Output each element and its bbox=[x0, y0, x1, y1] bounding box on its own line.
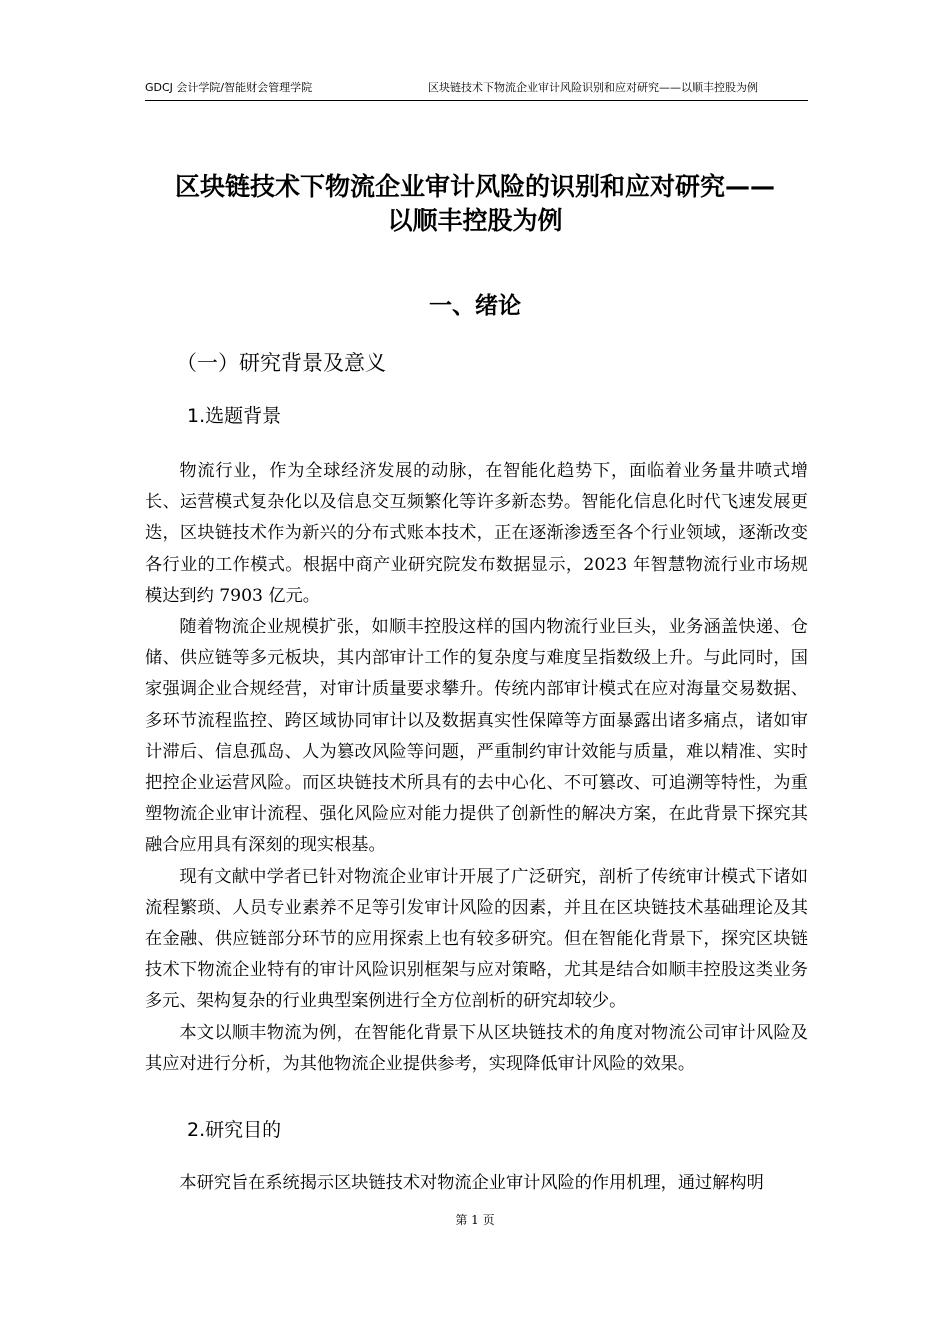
paragraph-4: 本文以顺丰物流为例，在智能化背景下从区块链技术的角度对物流公司审计风险及其应对进行分析，为其他物流企业提供参考，实现降低审计风险的效果。 bbox=[145, 1022, 808, 1074]
paper-title bbox=[100, 170, 850, 238]
paragraph-3: 现有文献中学者已针对物流企业审计开展了广泛研究，剖析了传统审计模式下诸如流程繁琐、人员专业素养不足等引发审计风险的因素，并且在区块链技术基础理论及其在金融、供应链部分环节的应用探索上也有较多研究。但在智能化背景下，探究区块链技术下物流企业特有的审计风险识别框架与应对策略，尤其是结合如顺丰控股这类业务多元、架构复杂的行业典型案例进行全方位剖析的研究却较少。 bbox=[145, 866, 808, 1012]
section-heading: （一）研究背景及意义 bbox=[176, 351, 386, 375]
subsection-heading-2: 2.研究目的 bbox=[187, 1119, 282, 1141]
paragraph-1: 物流行业，作为全球经济发展的动脉，在智能化趋势下，面临着业务量井喷式增长、运营模式复杂化以及信息交互频繁化等许多新态势。智能化信息化时代飞速发展更迭，区块链技术作为新兴的分布式账本技术，正在逐渐渗透至各个行业领域，逐渐改变各行业的工作模式。根据中商产业研究院发布数据显示，2023 年智慧物流行业市场规模达到约 7903 亿元。 bbox=[145, 461, 808, 606]
header-left-text: GDCJ 会计学院/智能财会管理学院 bbox=[145, 81, 313, 94]
subsection-heading-1: 1.选题背景 bbox=[187, 405, 282, 427]
title-line-1: 区块链技术下物流企业审计风险的识别和应对研究—— bbox=[174, 172, 775, 201]
chapter-heading: 一、绪论 bbox=[429, 293, 521, 319]
header-right-text: 区块链技术下物流企业审计风险识别和应对研究——以顺丰控股为例 bbox=[428, 81, 758, 94]
title-line-2: 以顺丰控股为例 bbox=[387, 206, 563, 235]
running-header bbox=[145, 80, 808, 101]
body-section-1 bbox=[145, 456, 808, 1080]
body-section-2 bbox=[145, 1168, 808, 1199]
page-number: 第 1 页 bbox=[455, 1213, 495, 1227]
paragraph-5: 本研究旨在系统揭示区块链技术对物流企业审计风险的作用机理，通过解构明 bbox=[179, 1173, 764, 1193]
paragraph-2: 随着物流企业规模扩张，如顺丰控股这样的国内物流行业巨头，业务涵盖快递、仓储、供应链等多元板块，其内部审计工作的复杂度与难度呈指数级上升。与此同时，国家强调企业合规经营，对审计质量要求攀升。传统内部审计模式在应对海量交易数据、多环节流程监控、跨区域协同审计以及数据真实性保障等方面暴露出诸多痛点，诸如审计滞后、信息孤岛、人为篡改风险等问题，严重制约审计效能与质量，难以精准、实时把控企业运营风险。而区块链技术所具有的去中心化、不可篡改、可追溯等特性，为重塑物流企业审计流程、强化风险应对能力提供了创新性的解决方案，在此背景下探究其融合应用具有深刻的现实根基。 bbox=[145, 617, 808, 856]
